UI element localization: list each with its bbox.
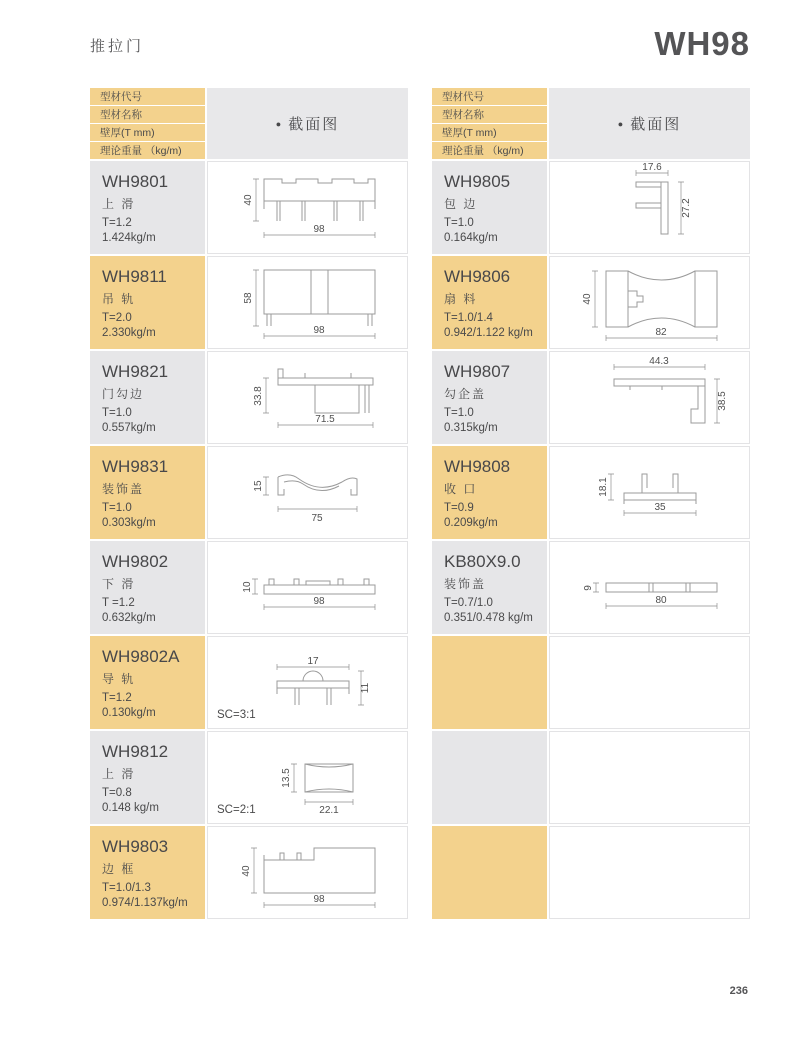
profile-line <box>661 182 668 234</box>
cross-section-cell <box>207 351 408 444</box>
cross-section-diagram <box>550 447 749 538</box>
profile-line <box>614 379 705 386</box>
profile-thickness: T=1.0 <box>102 502 132 514</box>
table-row <box>90 636 408 729</box>
profile-line <box>628 271 695 327</box>
dim-width-label: 80 <box>655 595 667 606</box>
profile-thickness: T=2.0 <box>102 312 132 324</box>
profile-code: WH9821 <box>102 362 169 381</box>
profile-shape <box>264 579 375 594</box>
right-table <box>432 88 750 921</box>
profile-code: KB80X9.0 <box>444 552 521 571</box>
profile-line <box>630 386 705 423</box>
profile-code: WH9803 <box>102 837 169 856</box>
profile-line <box>624 493 696 500</box>
profile-name: 导 轨 <box>102 672 136 686</box>
profile-code: WH9807 <box>444 362 511 381</box>
profile-weight: 0.303kg/m <box>102 517 156 529</box>
empty-row <box>432 826 750 919</box>
profile-info-cell <box>432 256 547 349</box>
cross-section-diagram <box>550 257 749 348</box>
dim-width-label: 98 <box>313 224 325 235</box>
bullet-icon: ● <box>275 118 282 129</box>
empty-info-cell <box>432 731 547 824</box>
profile-name: 收 口 <box>444 482 478 496</box>
dim-width-label: 44.3 <box>649 356 669 367</box>
header-label-column <box>90 88 205 159</box>
cross-section-cell <box>207 541 408 634</box>
profile-line <box>606 583 717 592</box>
profile-line <box>305 764 353 792</box>
header-profile-code: 型材代号 <box>90 88 205 105</box>
cross-section-cell <box>549 161 750 254</box>
profile-name: 装饰盖 <box>444 577 487 591</box>
cross-section-cell <box>549 256 750 349</box>
dimensions <box>582 271 717 341</box>
table-row <box>90 541 408 634</box>
header-profile-name: 型材名称 <box>432 106 547 123</box>
page-number: 236 <box>729 985 748 997</box>
profile-shape <box>264 270 375 326</box>
profile-thickness: T=1.2 <box>102 217 132 229</box>
profile-code: WH9802A <box>102 647 180 666</box>
profile-line <box>264 201 375 221</box>
profile-line <box>269 579 369 585</box>
catalog-tables <box>90 88 750 921</box>
dim-height-label: 18.1 <box>598 477 609 497</box>
profile-name: 吊 轨 <box>102 292 136 306</box>
profile-line <box>649 583 690 592</box>
profile-thickness: T=1.0/1.4 <box>444 312 493 324</box>
profile-info-cell <box>432 161 547 254</box>
cross-section-cell <box>207 731 408 824</box>
cross-section-diagram <box>208 352 407 443</box>
scale-note: SC=2:1 <box>217 804 256 816</box>
profile-code: WH9811 <box>102 267 167 286</box>
profile-name: 下 滑 <box>102 577 136 591</box>
profile-code: WH9808 <box>444 457 511 476</box>
dim-width-label: 98 <box>313 596 325 607</box>
profile-weight: 2.330kg/m <box>102 327 156 339</box>
dim-height-label: 15 <box>253 480 264 492</box>
profile-weight: 1.424kg/m <box>102 232 156 244</box>
table-row <box>432 256 750 349</box>
dim-width-label: 75 <box>311 513 323 524</box>
dimensions <box>243 179 375 238</box>
profile-thickness: T=1.0 <box>102 407 132 419</box>
profile-thickness: T=1.0/1.3 <box>102 882 151 894</box>
page-header <box>90 20 750 60</box>
profile-info-cell <box>90 351 205 444</box>
profile-info-cell <box>90 826 205 919</box>
header-profile-code: 型材代号 <box>432 88 547 105</box>
left-table <box>90 88 408 921</box>
series-title: WH98 <box>654 25 750 62</box>
empty-cross-section-cell <box>549 826 750 919</box>
profile-name: 上 滑 <box>102 767 136 781</box>
cross-section-diagram <box>208 257 407 348</box>
profile-weight: 0.632kg/m <box>102 612 156 624</box>
profile-line <box>264 179 375 201</box>
profile-thickness: T =1.2 <box>102 597 135 609</box>
profile-line <box>267 270 372 326</box>
dimensions <box>243 270 375 339</box>
profile-name: 勾企盖 <box>444 387 487 401</box>
profile-line <box>277 681 349 688</box>
section-view-label: 截面图 <box>630 116 682 133</box>
dim-height-label: 13.5 <box>281 768 292 788</box>
profile-weight: 0.315kg/m <box>444 422 498 434</box>
profile-name: 边 框 <box>102 862 136 876</box>
dim-width-label: 17 <box>307 656 319 667</box>
dim-width-label: 98 <box>313 325 325 336</box>
profile-weight: 0.351/0.478 kg/m <box>444 612 533 624</box>
profile-code: WH9801 <box>102 172 169 191</box>
dim-height-label: 40 <box>241 865 252 877</box>
profile-info-cell <box>432 446 547 539</box>
profile-line <box>278 475 357 495</box>
header-label-column <box>432 88 547 159</box>
profile-name: 扇 料 <box>444 292 478 306</box>
profile-thickness: T=0.8 <box>102 787 132 799</box>
empty-row <box>432 731 750 824</box>
profile-line <box>278 477 284 495</box>
cross-section-cell <box>207 256 408 349</box>
table-row <box>90 826 408 919</box>
cross-section-cell <box>549 351 750 444</box>
dimensions <box>614 356 728 423</box>
section-view-header <box>207 88 408 159</box>
table-row <box>90 161 408 254</box>
header-wall-thickness: 壁厚(T mm) <box>432 124 547 141</box>
dimensions <box>253 477 357 524</box>
profile-weight: 0.130kg/m <box>102 707 156 719</box>
cross-section-cell <box>549 541 750 634</box>
dim-width-label: 17.6 <box>642 162 662 173</box>
profile-weight: 0.557kg/m <box>102 422 156 434</box>
section-view-header <box>549 88 750 159</box>
empty-info-cell <box>432 636 547 729</box>
category-title: 推拉门 <box>90 38 145 55</box>
profile-line <box>628 291 643 307</box>
table-row <box>432 351 750 444</box>
empty-cross-section-cell <box>549 731 750 824</box>
profile-name: 装饰盖 <box>102 482 145 496</box>
profile-info-cell <box>90 161 205 254</box>
table-row <box>432 446 750 539</box>
dim-height-label: 38.5 <box>717 391 728 411</box>
dim-height-label: 40 <box>243 194 254 206</box>
profile-name: 上 滑 <box>102 197 136 211</box>
dim-height-label: 40 <box>582 293 593 305</box>
profile-line <box>606 271 628 327</box>
cross-section-diagram <box>208 827 407 918</box>
profile-line <box>264 848 375 893</box>
profile-name: 门勾边 <box>102 387 145 401</box>
empty-cross-section-cell <box>549 636 750 729</box>
profile-shape <box>278 475 357 495</box>
dim-line <box>278 506 357 512</box>
dimensions <box>241 848 375 908</box>
profile-line <box>264 585 375 594</box>
profile-line <box>315 385 359 413</box>
empty-row <box>432 636 750 729</box>
dim-height-label: 27.2 <box>681 198 692 218</box>
profile-shape <box>606 583 717 592</box>
cross-section-cell <box>207 161 408 254</box>
profile-thickness: T=1.2 <box>102 692 132 704</box>
table-row <box>90 731 408 824</box>
profile-name: 包 边 <box>444 197 478 211</box>
scale-note: SC=3:1 <box>217 709 256 721</box>
cross-section-cell <box>207 826 408 919</box>
empty-info-cell <box>432 826 547 919</box>
profile-weight: 0.148 kg/m <box>102 802 159 814</box>
dim-width-label: 82 <box>655 327 667 338</box>
profile-thickness: T=1.0 <box>444 217 474 229</box>
profile-weight: 0.164kg/m <box>444 232 498 244</box>
bullet-icon: ● <box>617 118 624 129</box>
profile-info-cell <box>90 446 205 539</box>
profile-code: WH9802 <box>102 552 169 571</box>
profile-code: WH9805 <box>444 172 511 191</box>
profile-thickness: T=0.9 <box>444 502 474 514</box>
cross-section-diagram <box>550 352 749 443</box>
profile-shape <box>277 671 349 705</box>
profile-shape <box>606 271 717 327</box>
dim-height-label: 11 <box>360 682 371 694</box>
profile-info-cell <box>90 541 205 634</box>
dim-height-label: 33.8 <box>253 386 264 406</box>
profile-thickness: T=1.0 <box>444 407 474 419</box>
profile-line <box>278 378 373 385</box>
header-wall-thickness: 壁厚(T mm) <box>90 124 205 141</box>
profile-line <box>264 270 375 314</box>
profile-info-cell <box>432 541 547 634</box>
cross-section-diagram <box>208 162 407 253</box>
profile-line <box>636 203 661 208</box>
profile-line <box>305 764 353 792</box>
dimensions <box>636 162 692 234</box>
table-row <box>90 446 408 539</box>
header-profile-name: 型材名称 <box>90 106 205 123</box>
dimensions <box>583 583 717 609</box>
profile-shape <box>636 182 668 234</box>
dim-width-label: 71.5 <box>315 414 335 425</box>
dim-width-label: 35 <box>654 502 666 513</box>
profile-shape <box>305 764 353 792</box>
profile-weight: 0.974/1.137kg/m <box>102 897 188 909</box>
profile-weight: 0.209kg/m <box>444 517 498 529</box>
cross-section-diagram <box>208 542 407 633</box>
dim-width-label: 22.1 <box>319 805 339 816</box>
table-row <box>90 351 408 444</box>
dim-height-label: 9 <box>583 585 594 591</box>
profile-code: WH9806 <box>444 267 511 286</box>
cross-section-diagram <box>208 447 407 538</box>
table-row <box>432 541 750 634</box>
profile-info-cell <box>90 256 205 349</box>
dim-height-label: 58 <box>243 292 254 304</box>
profile-code: WH9831 <box>102 457 169 476</box>
dim-width-label: 98 <box>313 894 325 905</box>
section-view-label: 截面图 <box>288 116 340 133</box>
profile-thickness: T=0.7/1.0 <box>444 597 493 609</box>
profile-line <box>278 369 369 413</box>
dim-height-label: 10 <box>242 581 253 593</box>
left-table-header <box>90 88 408 159</box>
cross-section-cell <box>207 446 408 539</box>
profile-code: WH9812 <box>102 742 169 761</box>
header-theoretical-weight: 理论重量 （kg/m) <box>90 142 205 159</box>
cross-section-cell <box>549 446 750 539</box>
profile-shape <box>264 848 375 893</box>
cross-section-diagram <box>550 542 749 633</box>
profile-info-cell <box>90 636 205 729</box>
profile-shape <box>264 179 375 221</box>
profile-weight: 0.942/1.122 kg/m <box>444 327 533 339</box>
header-theoretical-weight: 理论重量 （kg/m) <box>432 142 547 159</box>
profile-info-cell <box>432 351 547 444</box>
profile-line <box>264 853 301 860</box>
profile-shape <box>624 474 696 504</box>
cross-section-diagram <box>550 162 749 253</box>
profile-line <box>636 182 661 187</box>
profile-info-cell <box>90 731 205 824</box>
table-row <box>90 256 408 349</box>
profile-line <box>695 271 717 327</box>
profile-shape <box>614 379 705 423</box>
cross-section-cell <box>207 636 408 729</box>
right-table-header <box>432 88 750 159</box>
profile-shape <box>278 369 373 413</box>
table-row <box>432 161 750 254</box>
